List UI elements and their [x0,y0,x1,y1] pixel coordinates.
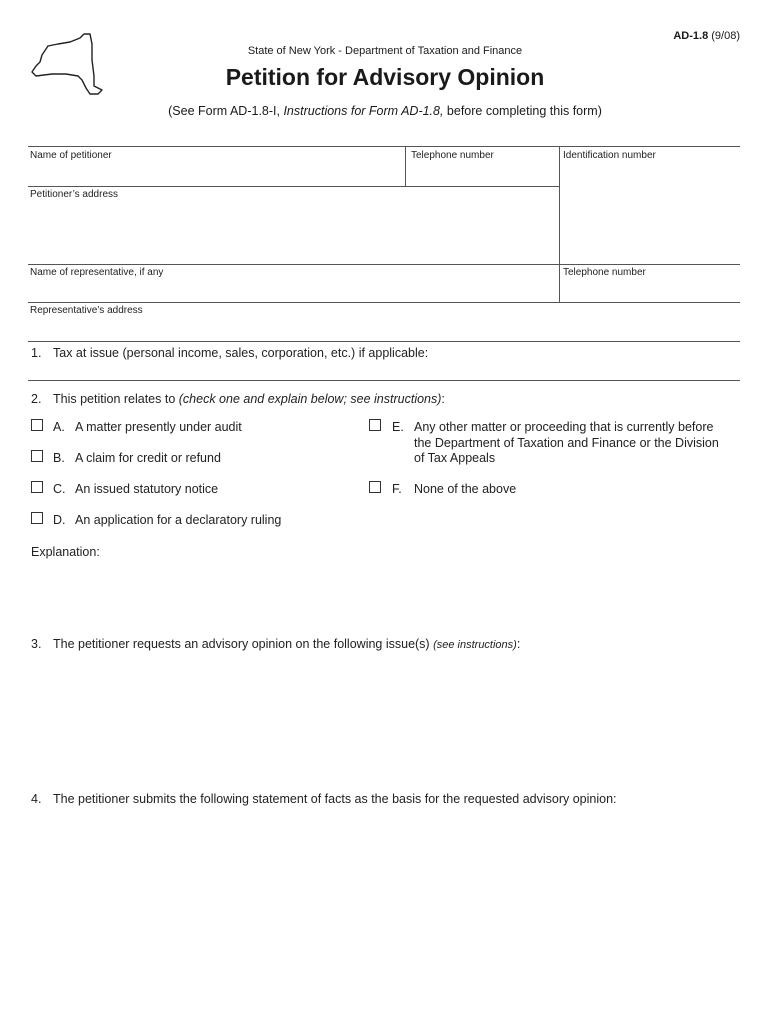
option-e-checkbox[interactable] [369,419,381,431]
grid-line [28,264,740,265]
grid-line [28,186,559,187]
question-1-text: Tax at issue (personal income, sales, corporation, etc.) if applicable: [53,346,429,360]
page-title: Petition for Advisory Opinion [225,64,545,90]
option-b-checkbox[interactable] [31,450,43,462]
representative-address-label: Representative’s address [30,305,143,316]
representative-address-field[interactable] [30,305,738,339]
grid-line [28,146,740,147]
petitioner-address-label: Petitioner’s address [30,189,119,200]
tax-at-issue-field[interactable] [28,362,740,380]
option-d-label: D. An application for a declaratory ruling [53,513,282,527]
statement-of-facts-field[interactable] [28,810,740,1010]
representative-name-label: Name of representative, if any [30,267,164,278]
agency-name: State of New York - Department of Taxation and Finance [247,45,523,57]
question-2: 2. This petition relates to (check one and explain below; see instructions): [31,392,445,406]
option-f-checkbox[interactable] [369,481,381,493]
grid-line [28,380,740,381]
option-c-label: C. An issued statutory notice [53,482,219,496]
grid-line [405,146,406,186]
form-number: AD-1.8 [673,30,709,42]
explanation-field[interactable] [28,562,740,628]
identification-number-label: Identification number [563,150,656,161]
identification-number-field[interactable] [563,150,738,262]
issues-field[interactable] [28,655,740,785]
form-id [673,30,740,42]
grid-line [559,146,560,302]
grid-line [28,302,740,303]
question-3: 3. The petitioner requests an advisory opinion on the following issue(s) (see instructions): [31,637,521,651]
representative-phone-label: Telephone number [563,267,646,278]
petitioner-name-label: Name of petitioner [30,150,112,161]
representative-name-field[interactable] [30,267,555,300]
option-b-label: B. A claim for credit or refund [53,451,221,465]
question-1: 1. Tax at issue (personal income, sales, corporation, etc.) if applicable: [31,346,429,360]
explanation-label: Explanation: [31,545,100,559]
option-a-checkbox[interactable] [31,419,43,431]
option-a-label: A. A matter presently under audit [53,420,242,434]
grid-line [28,341,740,342]
form-date: (9/08) [711,30,740,42]
option-c-checkbox[interactable] [31,481,43,493]
option-d-checkbox[interactable] [31,512,43,524]
option-e-label: E. Any other matter or proceeding that is currently before the Department of Taxation and Finance or the Division of Tax Appeals [392,420,719,465]
petitioner-name-field[interactable] [30,150,400,184]
representative-phone-field[interactable] [563,267,738,300]
page-subtitle: (See Form AD-1.8-I, Instructions for Form AD-1.8, before completing this form) [168,104,602,118]
petitioner-address-field[interactable] [30,189,555,262]
option-f-label: F. None of the above [392,482,517,496]
question-4: 4. The petitioner submits the following statement of facts as the basis for the requested advisory opinion: [31,792,617,806]
petitioner-phone-field[interactable] [411,150,556,184]
petitioner-phone-label: Telephone number [411,150,494,161]
